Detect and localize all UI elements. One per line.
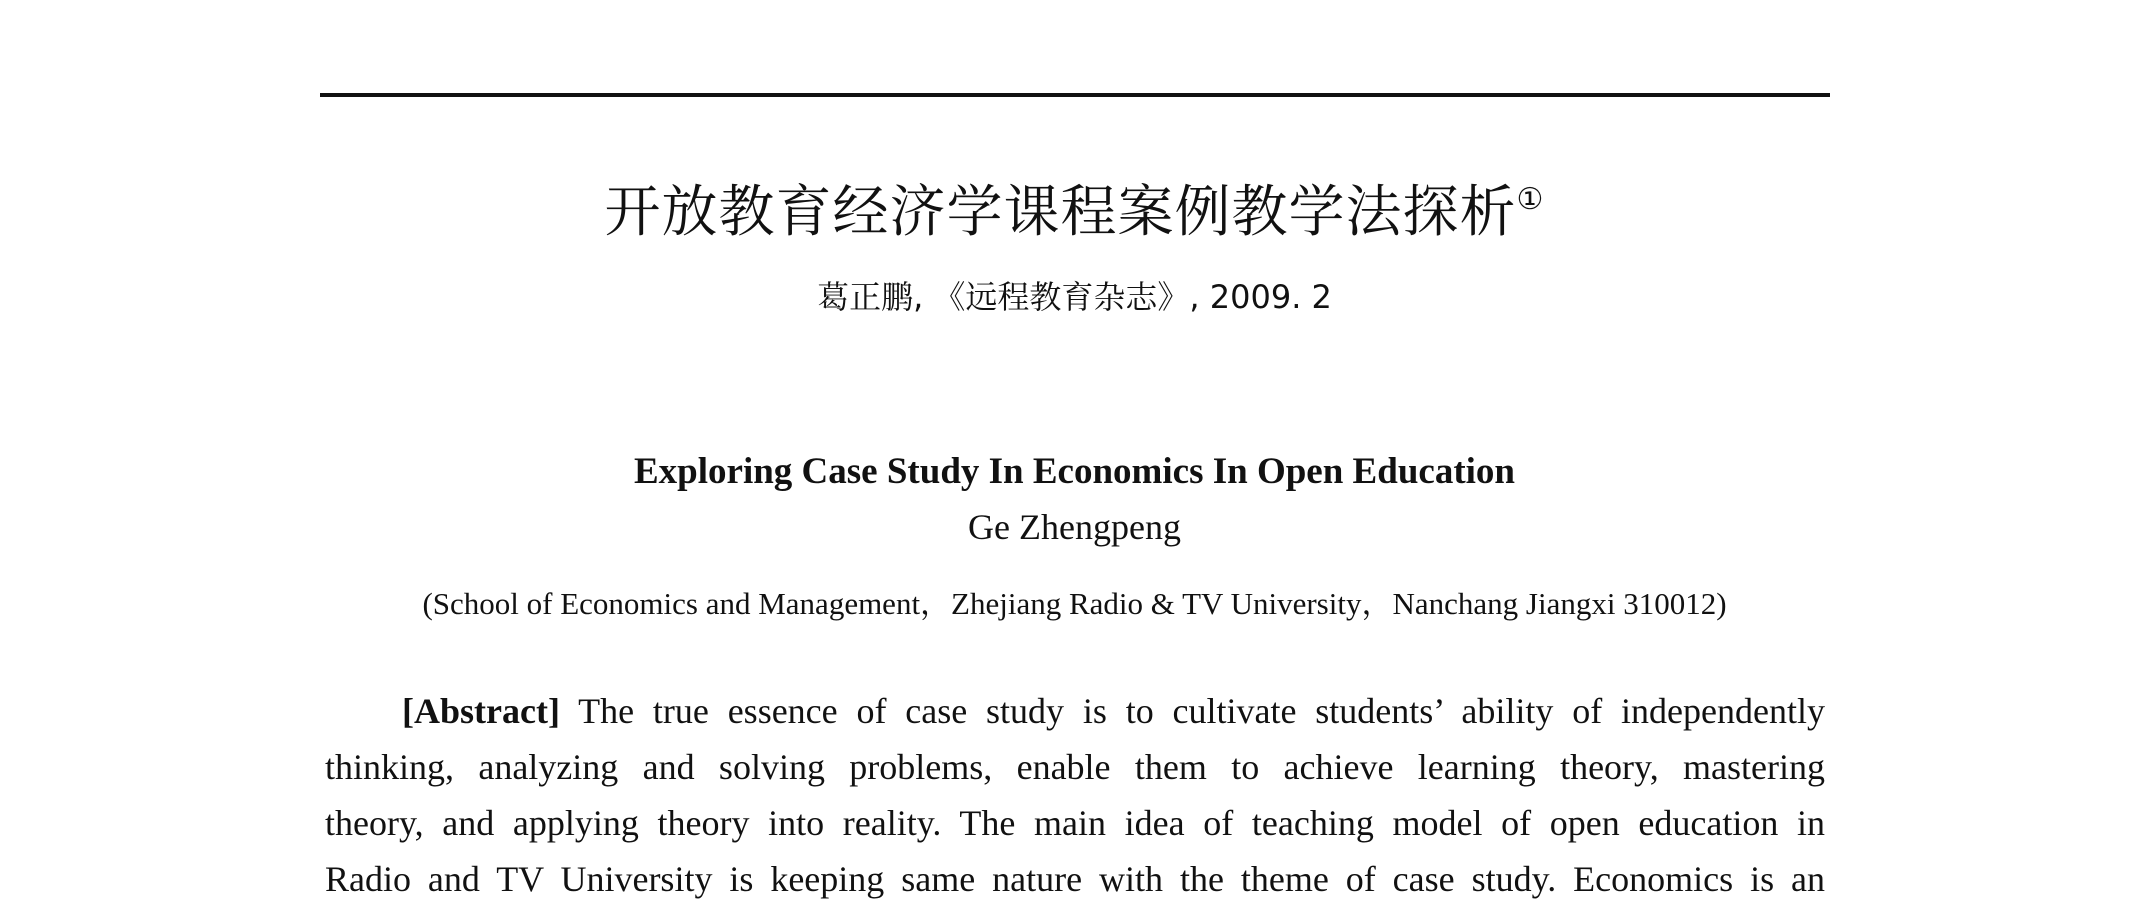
chinese-title-text: 开放教育经济学课程案例教学法探析	[604, 180, 1517, 245]
abstract-line-1	[402, 688, 1825, 734]
english-author: Ge Zhengpeng	[968, 507, 1181, 547]
title-footnote-marker: ①	[1516, 182, 1545, 217]
abstract-line-2: thinking, analyzing and solving problems, enable them to achieve learning theory, mastering	[325, 747, 1825, 787]
chinese-citation: 葛正鹏, 《远程教育杂志》, 2009. 2	[817, 278, 1332, 316]
chinese-title	[0, 178, 2149, 248]
abstract-text-line-1: The true essence of case study is to cultivate students’ ability of independently	[578, 691, 1825, 731]
header-rule	[320, 93, 1830, 97]
english-title: Exploring Case Study In Economics In Open Education	[633, 451, 1515, 492]
abstract-label: [Abstract]	[402, 691, 560, 731]
abstract-line-3: theory, and applying theory into reality. The main idea of teaching model of open education in	[325, 803, 1825, 843]
author-affiliation: (School of Economics and Management，Zhejiang Radio & TV University，Nanchang Jiangxi 310012)	[422, 586, 1727, 621]
abstract-line-4: Radio and TV University is keeping same nature with the theme of case study. Economics is an	[325, 859, 1825, 899]
